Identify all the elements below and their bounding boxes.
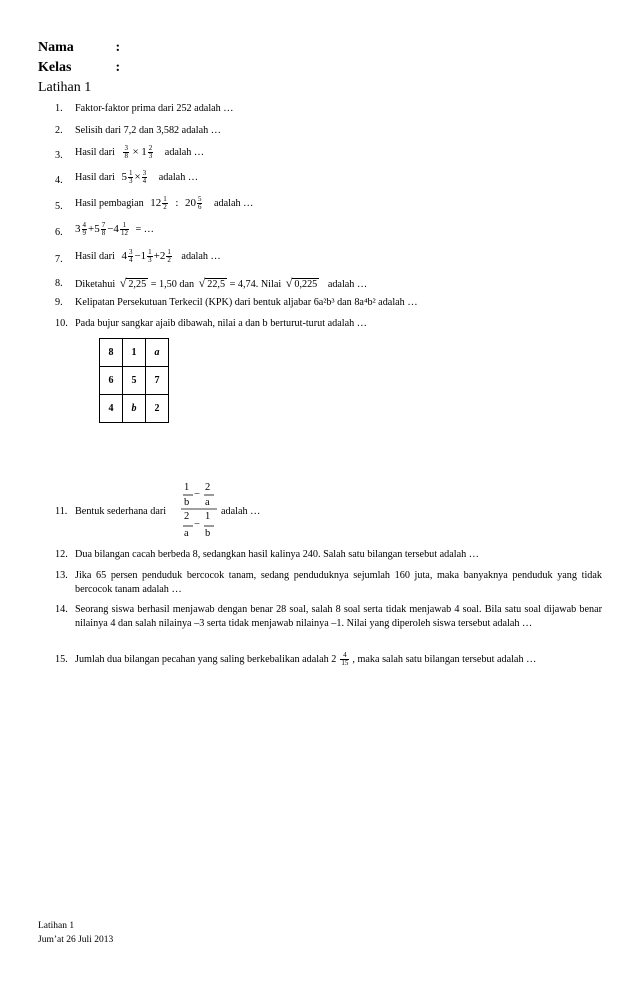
numerator: 7 [101, 221, 106, 230]
denominator: 3 [128, 177, 133, 186]
question-number: 4. [55, 175, 63, 186]
fraction [197, 196, 203, 211]
numerator: 1 [163, 195, 167, 204]
nama-colon: : [115, 40, 121, 55]
whole-number: 5 [121, 171, 127, 183]
question-expression [75, 170, 602, 185]
numerator: 3 [142, 169, 147, 178]
question-number: 13. [55, 570, 68, 581]
magic-square [99, 338, 169, 423]
question-number: 8. [55, 278, 63, 289]
denominator: 4 [142, 177, 147, 186]
numerator: 2 [148, 144, 153, 153]
footer-date: Jum’at 26 Juli 2013 [38, 935, 114, 945]
kelas-label: Kelas [38, 60, 72, 75]
question-mid-text: = 4,74. Nilai [229, 279, 282, 290]
denominator: 8 [101, 229, 106, 238]
denominator: 8 [124, 152, 128, 161]
magic-square-cell: 1 [123, 339, 146, 367]
magic-square-row [100, 367, 169, 395]
denominator: 2 [167, 256, 171, 265]
question-number: 5. [55, 201, 63, 212]
question-number: 7. [55, 254, 63, 265]
magic-square-cell: 8 [100, 339, 123, 367]
fraction [123, 145, 129, 160]
page-title: Latihan 1 [38, 80, 92, 95]
fraction [147, 249, 153, 264]
denominator: 9 [82, 229, 86, 238]
question-expression [75, 196, 602, 211]
magic-square-row [100, 339, 169, 367]
question-suffix: adalah … [181, 251, 221, 262]
magic-square-cell: b [123, 395, 146, 423]
fraction [82, 222, 88, 237]
whole-number: 3 [75, 223, 81, 235]
magic-square-cell: 6 [100, 367, 123, 395]
magic-square-cell: a [146, 339, 169, 367]
operator-term: −1 [134, 250, 147, 262]
question-expression [75, 145, 602, 160]
question-expression [75, 276, 602, 292]
operator-term: +2 [153, 250, 166, 262]
question-number: 14. [55, 604, 68, 615]
kelas-row [38, 60, 120, 76]
question-prefix: Hasil pembagian [75, 198, 144, 209]
kelas-colon: : [115, 60, 121, 75]
fraction [162, 196, 168, 211]
question-expression [75, 249, 602, 264]
question-mid-text: = 1,50 dan [150, 279, 195, 290]
question-prefix: Bentuk sederhana dari [75, 506, 167, 517]
question-prefix: Jumlah dua bilangan pecahan yang saling berkebalikan adalah 2 [75, 653, 337, 665]
denominator: 15 [341, 659, 349, 667]
operator: × [132, 146, 139, 158]
fraction [166, 249, 172, 264]
fraction [101, 222, 107, 237]
denominator: a [205, 497, 210, 508]
question-number: 2. [55, 125, 63, 136]
sqrt-sign: √ [285, 276, 293, 290]
question-suffix: adalah … [214, 198, 254, 209]
question-text: Kelipatan Persekutuan Terkecil (KPK) dari bentuk aljabar 6a²b³ dan 8a⁴b² adalah … [75, 297, 418, 308]
magic-square-cell: 2 [146, 395, 169, 423]
question-number: 10. [55, 318, 68, 329]
question-prefix: Hasil dari [75, 172, 115, 183]
question-suffix: adalah … [221, 506, 261, 517]
question-prefix: Diketahui [75, 279, 116, 290]
numerator: 1 [148, 248, 152, 257]
sqrt-sign: √ [198, 276, 206, 290]
denominator: 2 [163, 203, 167, 212]
question-text: Jika 65 persen penduduk bercocok tanam, sedang penduduknya sejumlah 160 juta, maka banyaknya penduduk yang tidak bercocok tanam adalah … [75, 570, 602, 595]
numerator: 1 [184, 482, 190, 493]
radicand: 0,225 [294, 279, 318, 290]
nama-row [38, 40, 120, 56]
magic-square-cell: 4 [100, 395, 123, 423]
denominator: 6 [197, 203, 202, 212]
radicand: 22,5 [207, 279, 226, 290]
whole-number: 20 [184, 197, 196, 209]
numerator: 1 [120, 222, 129, 230]
fraction [128, 170, 134, 185]
numerator: 4 [340, 652, 349, 660]
question-suffix: , maka salah satu bilangan tersebut adalah … [352, 653, 537, 665]
question-suffix: adalah … [327, 279, 368, 290]
question-text: Selisih dari 7,2 dan 3,582 adalah … [75, 125, 221, 136]
question-number: 15. [55, 654, 68, 665]
question-text: Seorang siswa berhasil menjawab dengan benar 28 soal, salah 8 soal serta tidak menjawab 4 soal. Bila satu soal dijawab benar nilainya 4 dan salah nilainya –3 serta tidak menjawab nilainya –1. Nilai yang diperoleh siswa tersebut adalah … [75, 604, 602, 629]
magic-square-row [100, 395, 169, 423]
numerator: 5 [197, 195, 202, 204]
operator: × [134, 171, 141, 183]
question-number: 6. [55, 227, 63, 238]
question-prefix: Hasil dari [75, 147, 115, 158]
denominator: b [205, 528, 211, 539]
numerator: 2 [205, 482, 211, 493]
question-number: 1. [55, 103, 63, 114]
question-text: Pada bujur sangkar ajaib dibawah, nilai a dan b berturut-turut adalah … [75, 318, 367, 329]
denominator: 12 [120, 229, 128, 238]
minus-sign: − [194, 489, 200, 500]
numerator: 1 [205, 511, 211, 522]
magic-square-cell: 5 [123, 367, 146, 395]
fraction [142, 170, 148, 185]
question-expression [75, 652, 602, 667]
fraction [340, 652, 349, 667]
radicand: 2,25 [128, 279, 147, 290]
whole-number: 1 [141, 146, 147, 158]
fraction [128, 249, 134, 264]
denominator: 3 [148, 152, 153, 161]
question-prefix: Hasil dari [75, 251, 115, 262]
nama-label: Nama [38, 40, 74, 55]
question-number: 9. [55, 297, 63, 308]
minus-sign: − [194, 519, 200, 530]
numerator: 3 [128, 248, 133, 257]
fraction [148, 145, 154, 160]
operator-term: +5 [88, 223, 100, 235]
question-number: 12. [55, 549, 68, 560]
question-suffix: = … [135, 224, 154, 235]
whole-number: 12 [150, 197, 162, 209]
denominator: 3 [148, 256, 152, 265]
numerator: 2 [184, 511, 190, 522]
numerator: 4 [82, 221, 86, 230]
denominator: 4 [128, 256, 133, 265]
magic-square-cell: 7 [146, 367, 169, 395]
question-text: Faktor-faktor prima dari 252 adalah … [75, 103, 234, 114]
sqrt-sign: √ [119, 276, 127, 290]
question-number: 11. [55, 506, 68, 517]
numerator: 1 [128, 169, 133, 178]
operator: : [175, 197, 179, 209]
question-number: 3. [55, 150, 63, 161]
question-suffix: adalah … [158, 172, 199, 183]
numerator: 3 [124, 144, 128, 153]
fraction-bars [180, 480, 220, 544]
operator-term: −4 [107, 223, 119, 235]
whole-number: 4 [121, 250, 127, 262]
question-expression [75, 222, 602, 237]
question-text: Dua bilangan cacah berbeda 8, sedangkan hasil kalinya 240. Salah satu bilangan tersebut adalah … [75, 549, 479, 560]
denominator: b [184, 497, 190, 508]
fraction [120, 222, 129, 237]
numerator: 1 [167, 248, 171, 257]
denominator: a [184, 528, 189, 539]
footer-title: Latihan 1 [38, 921, 75, 931]
question-suffix: adalah … [164, 147, 205, 158]
